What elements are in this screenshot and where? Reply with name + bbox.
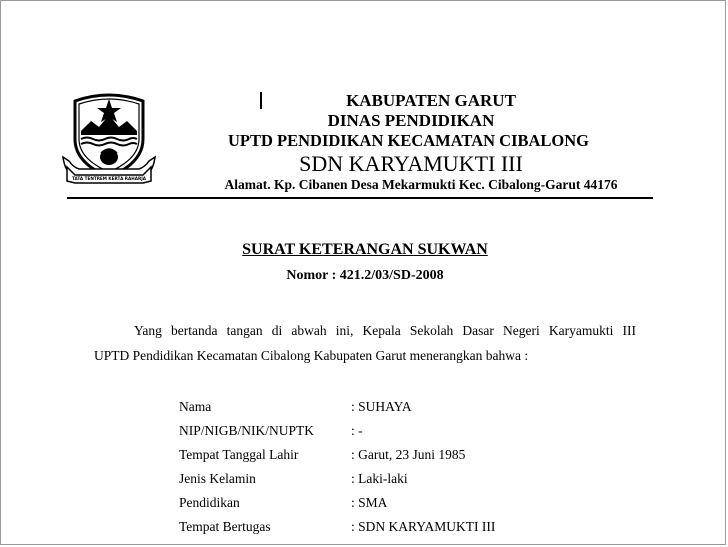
field-row-education — [179, 495, 659, 515]
garut-regency-emblem — [61, 87, 157, 187]
letter-title: SURAT KETERANGAN SUKWAN — [242, 241, 488, 258]
field-value: : - — [351, 423, 363, 438]
field-value: : SUHAYA — [351, 399, 412, 414]
field-value: : SMA — [351, 495, 388, 510]
field-row-workplace — [179, 519, 659, 539]
field-label: Tempat Tanggal Lahir — [179, 447, 299, 462]
field-value: : Laki-laki — [351, 471, 408, 486]
field-value: : SDN KARYAMUKTI III — [351, 519, 496, 534]
field-label: Jenis Kelamin — [179, 471, 256, 486]
letterhead-address: Alamat. Kp. Cibanen Desa Mekarmukti Kec. Cibalong-Garut 44176 — [224, 177, 618, 192]
letterhead-school-name: SDN KARYAMUKTI III — [299, 151, 523, 176]
field-row-birth — [179, 447, 659, 467]
field-row-gender — [179, 471, 659, 491]
field-label: Tempat Bertugas — [179, 519, 271, 534]
letterhead-regency: KABUPATEN GARUT — [346, 91, 516, 110]
letter-number: Nomor : 421.2/03/SD-2008 — [286, 268, 444, 283]
field-row-nama — [179, 399, 659, 419]
field-row-nip — [179, 423, 659, 443]
letterhead-agency: DINAS PENDIDIKAN — [327, 111, 495, 130]
emblem-motto-text: TATA TENTREM KERTA RAHARJA — [71, 176, 147, 181]
letterhead-uptd: UPTD PENDIDIKAN KECAMATAN CIBALONG — [227, 131, 590, 150]
opening-paragraph-line-1: Yang bertanda tangan di abwah ini, Kepala Sekolah Dasar Negeri Karyamukti III — [134, 323, 636, 338]
field-label: NIP/NIGB/NIK/NUPTK — [179, 423, 314, 438]
opening-paragraph-line-2: UPTD Pendidikan Kecamatan Cibalong Kabupaten Garut menerangkan bahwa : — [94, 348, 529, 363]
field-label: Nama — [179, 399, 212, 414]
field-value: : Garut, 23 Juni 1985 — [351, 447, 466, 462]
letterhead-divider — [67, 197, 653, 199]
field-label: Pendidikan — [179, 495, 240, 510]
